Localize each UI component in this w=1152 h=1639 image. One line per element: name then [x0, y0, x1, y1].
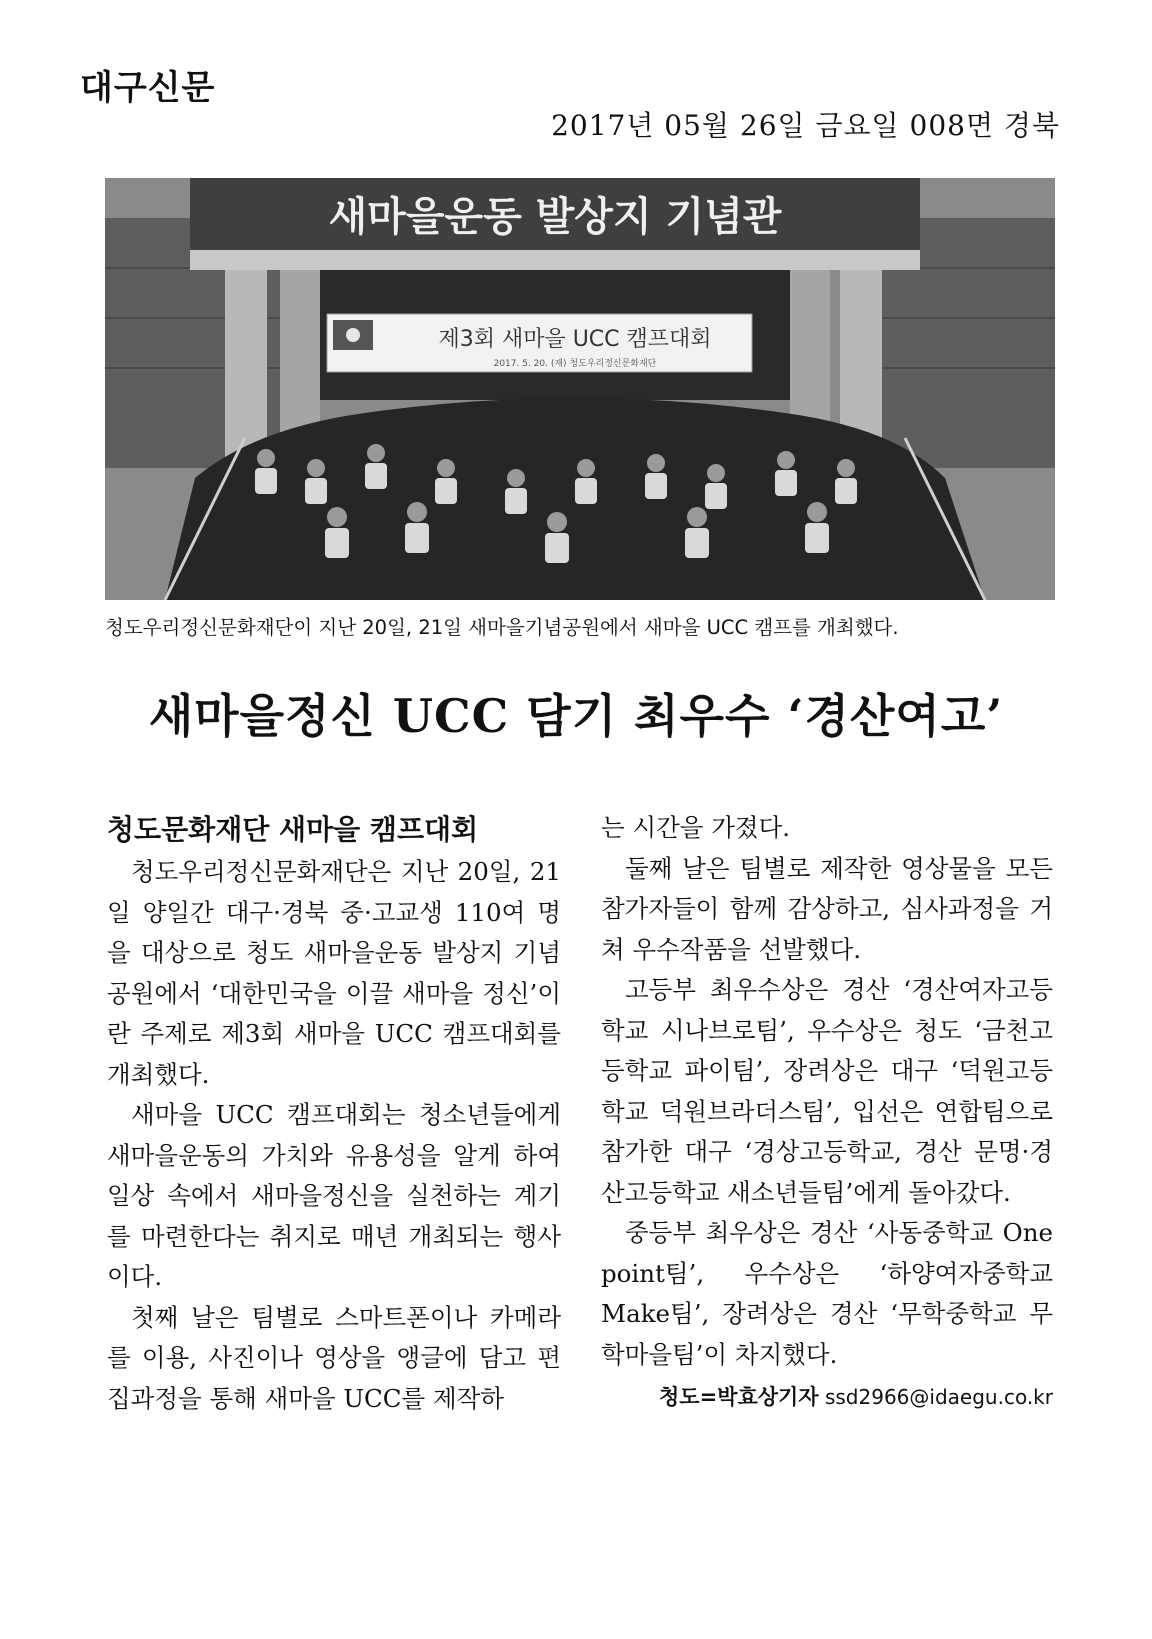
article-paragraph: 둘째 날은 팀별로 제작한 영상물을 모든 참가자들이 함께 감상하고, 심사과정을 거쳐 우수작품을 선발했다. [601, 853, 1053, 964]
subheadline: 청도문화재단 새마을 캠프대회 [107, 813, 479, 846]
article-paragraph: 중등부 최우상은 경산 ‘사동중학교 One point팀’, 우수상은 ‘하양여자중학교 Make팀’, 장려상은 경산 ‘무학중학교 무학마을팀’이 차지했다. [601, 1218, 1053, 1369]
article-paragraph-continuation: 는 시간을 가졌다. [601, 813, 791, 842]
article-column-left [107, 852, 561, 1419]
masthead: 대구신문 [80, 68, 216, 108]
article-paragraph: 새마을 UCC 캠프대회는 청소년들에게 새마을운동의 가치와 유용성을 알게 하여 일상 속에서 새마을정신을 실천하는 계기를 마련한다는 취지로 매년 개최되는 행사이다. [107, 1100, 561, 1291]
dateline: 2017년 05월 26일 금요일 008면 경북 [551, 109, 1060, 142]
article-paragraph: 첫째 날은 팀별로 스마트폰이나 카메라를 이용, 사진이나 영상을 앵글에 담고 편집과정을 통해 새마을 UCC를 제작하 [107, 1302, 561, 1413]
headline: 새마을정신 UCC 담기 최우수 ‘경산여고’ [148, 689, 1004, 743]
article-paragraph: 청도우리정신문화재단은 지난 20일, 21일 양일간 대구·경북 중·고교생 110여 명을 대상으로 청도 새마을운동 발상지 기념공원에서 ‘대한민국을 이끌 새마을 정신’이란 주제로 제3회 새마을 UCC 캠프대회를 개최했다. [107, 857, 561, 1089]
banner-title: 제3회 새마을 UCC 캠프대회 [438, 327, 712, 352]
photo-caption: 청도우리정신문화재단이 지난 20일, 21일 새마을기념공원에서 새마을 UCC 캠프를 개최했다. [105, 616, 899, 639]
article-column-right [601, 808, 1053, 1418]
byline [601, 1377, 1053, 1418]
article-photo [105, 178, 1055, 600]
byline-email: ssd2966@idaegu.co.kr [824, 1385, 1053, 1409]
byline-reporter: 청도=박효상기자 [659, 1385, 819, 1409]
building-sign: 새마을운동 발상지 기념관 [328, 194, 782, 240]
article-paragraph: 고등부 최우수상은 경산 ‘경산여자고등학교 시나브로팀’, 우수상은 청도 ‘금천고등학교 파이팀’, 장려상은 대구 ‘덕원고등학교 덕원브라더스팀’, 입선은 연합팀으로 참가한 대구 ‘경상고등학교, 경산 문명·경산고등학교 새소년들팀’에게 돌아갔다. [601, 975, 1053, 1207]
banner-subtitle: 2017. 5. 20. (재) 청도우리정신문화재단 [493, 359, 657, 369]
